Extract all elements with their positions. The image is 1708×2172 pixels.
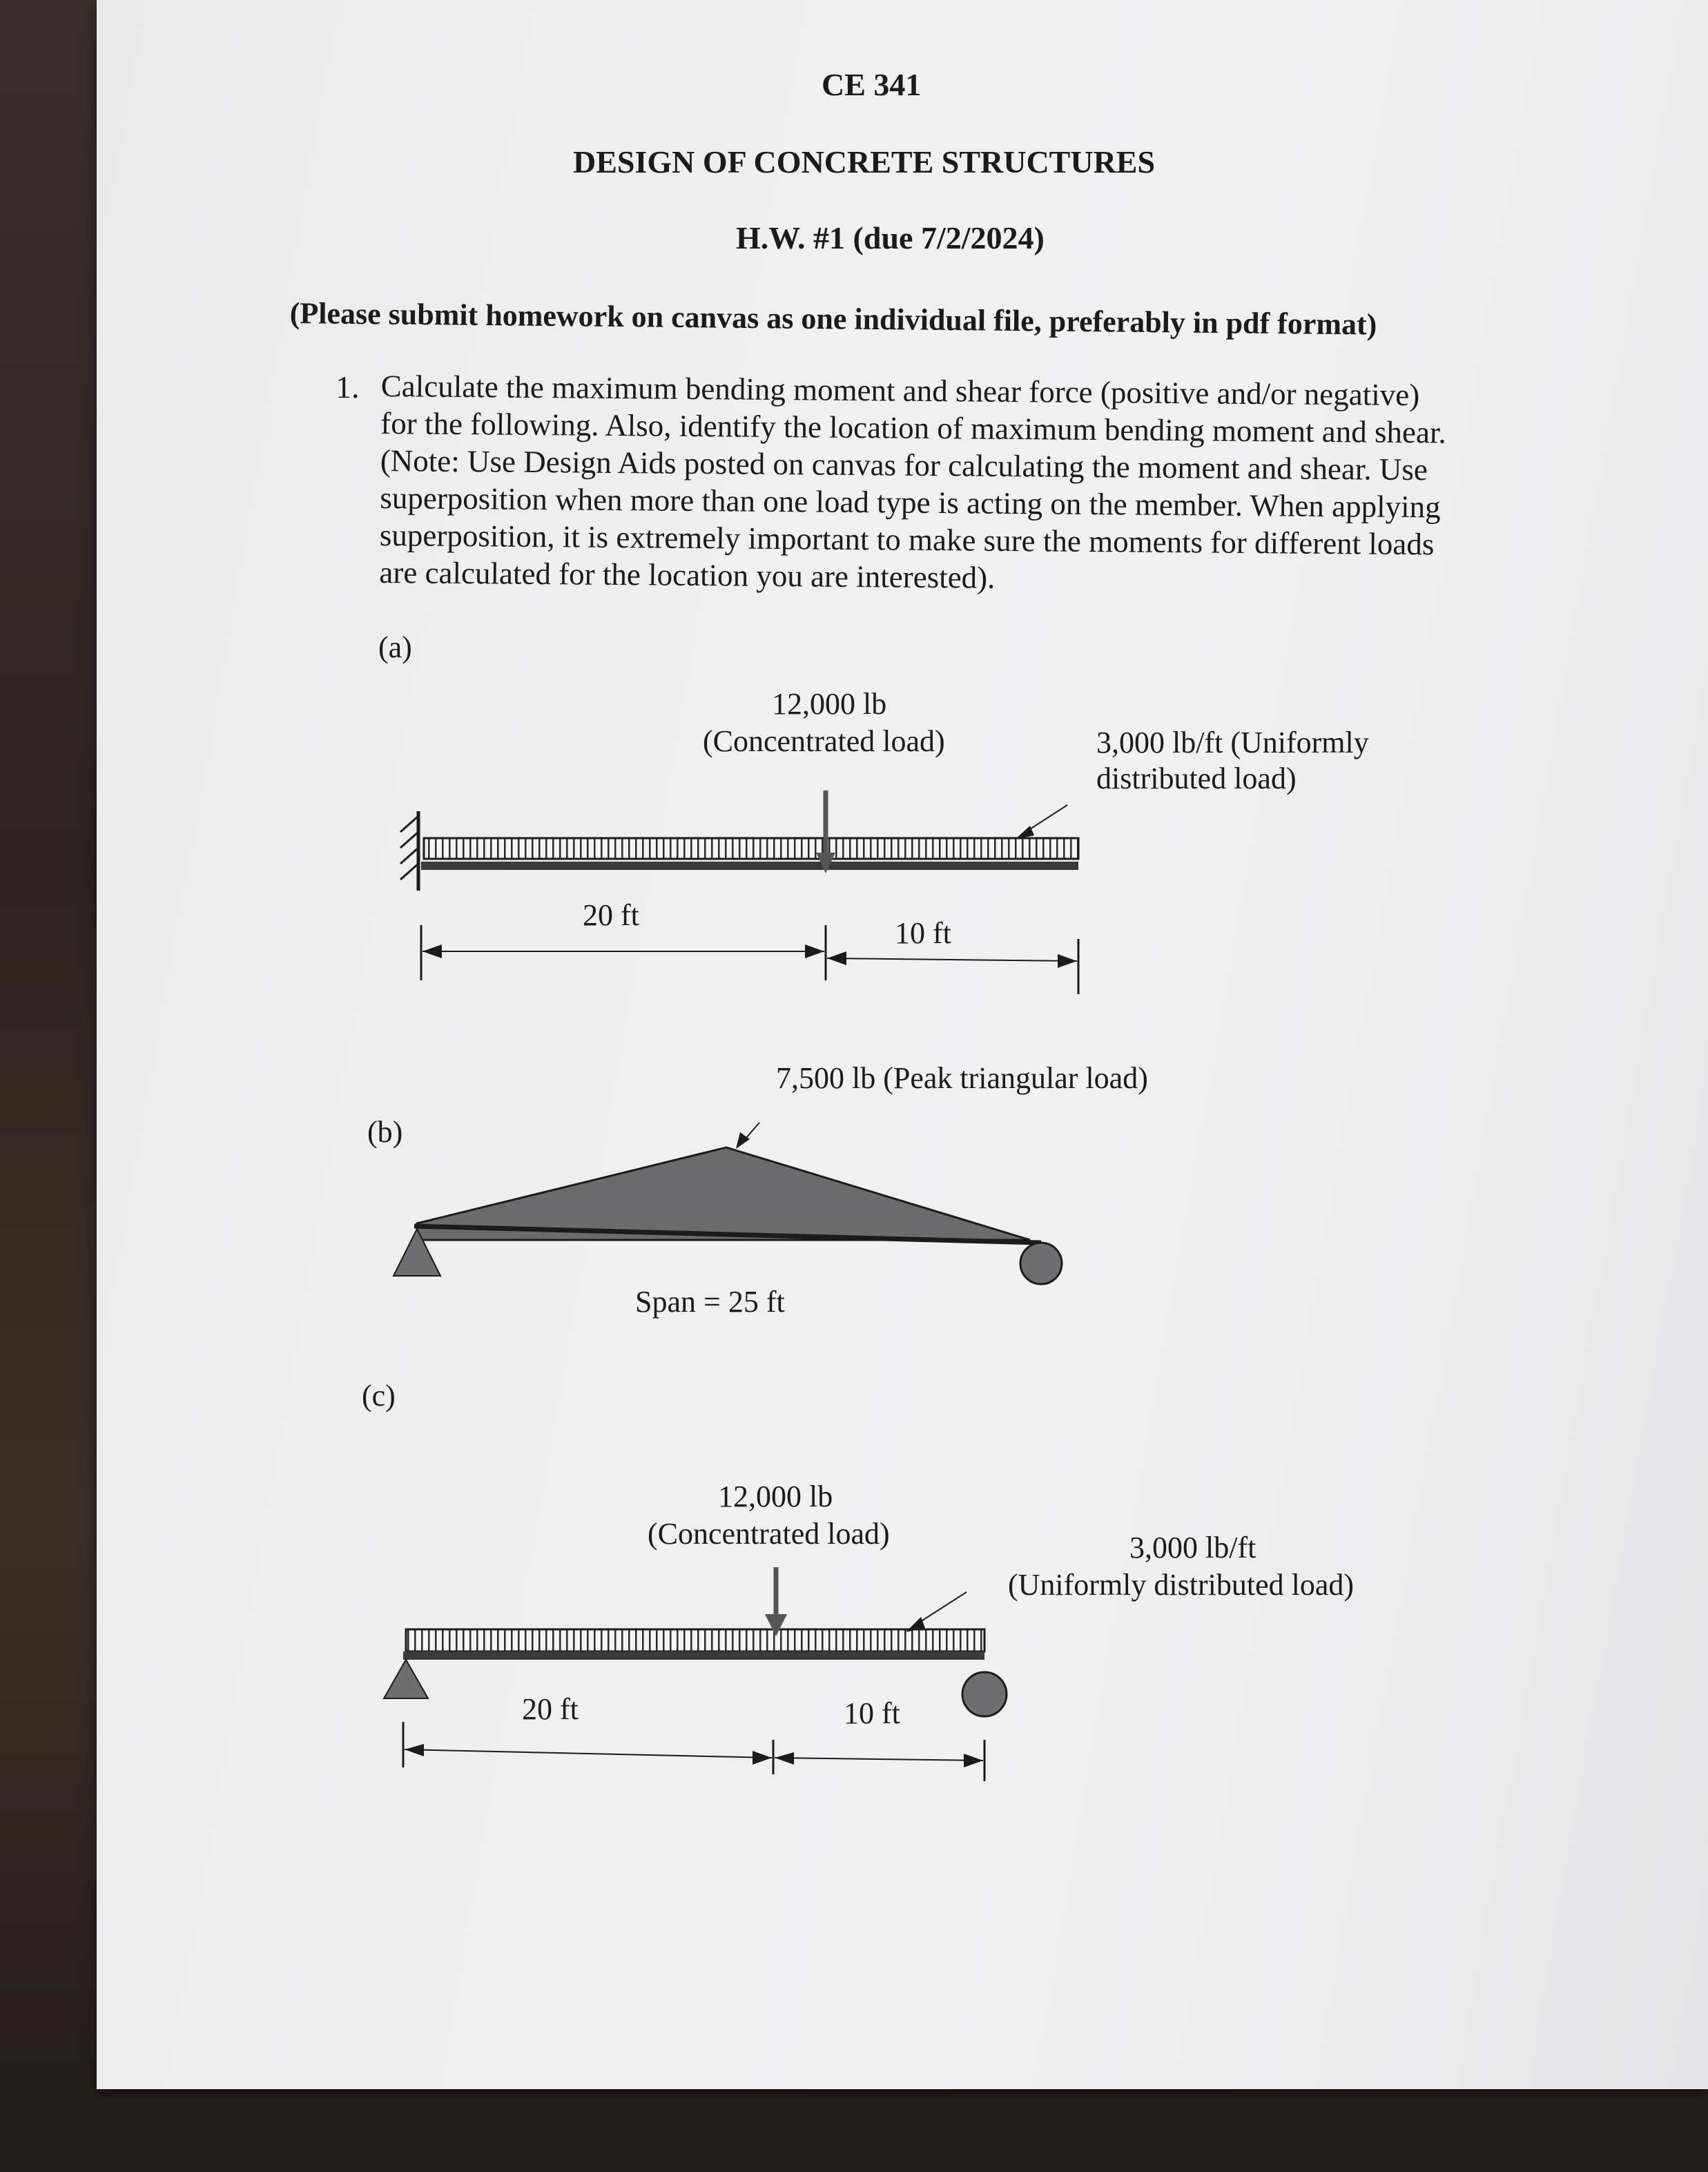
part-a-distributed-load — [424, 838, 1078, 859]
problem-number: 1. — [336, 369, 360, 405]
part-a-point-load-desc: (Concentrated load) — [703, 724, 945, 758]
part-b-span: Span = 25 ft — [635, 1285, 785, 1319]
part-c-point-load-value: 12,000 lb — [718, 1480, 833, 1513]
part-a-label: (a) — [378, 630, 412, 664]
course-title: DESIGN OF CONCRETE STRUCTURES — [573, 144, 1156, 180]
part-c-point-load-desc: (Concentrated load) — [648, 1517, 890, 1551]
part-a-beam — [421, 862, 1078, 870]
part-c-roller-support — [962, 1672, 1007, 1716]
part-c-label: (c) — [362, 1379, 396, 1413]
assignment-title: H.W. #1 (due 7/2/2024) — [736, 220, 1045, 255]
part-b-roller-support — [1020, 1243, 1062, 1284]
part-a-dim-right: 10 ft — [895, 916, 951, 950]
part-c-diagram — [384, 1567, 1007, 1781]
part-c-distributed-load — [406, 1629, 984, 1651]
part-a-dimension-lines — [421, 925, 1078, 994]
part-b-triangular-load — [417, 1147, 1030, 1240]
part-b-label: (b) — [367, 1115, 403, 1149]
course-code: CE 341 — [822, 67, 922, 102]
submission-instruction: (Please submit homework on canvas as one individual file, preferably in pdf format) — [289, 296, 1377, 342]
part-a-dim-left: 20 ft — [583, 898, 639, 932]
part-a-wall-hatching — [400, 816, 418, 880]
part-a-diagram — [400, 791, 1078, 994]
part-c-dim-left: 20 ft — [522, 1692, 579, 1726]
part-c-udl-line1: 3,000 lb/ft — [1129, 1531, 1256, 1564]
part-b-peak-load: 7,500 lb (Peak triangular load) — [776, 1061, 1148, 1095]
part-c-dim-right: 10 ft — [844, 1696, 900, 1730]
part-a-udl-line1: 3,000 lb/ft (Uniformly — [1096, 726, 1369, 759]
part-a-point-load-value: 12,000 lb — [772, 687, 887, 721]
problem-statement: Calculate the maximum bending moment and shear force (positive and/or negative) for the following. Also, identify the location of maximum bending moment and shear. (Note: Use Design Aids posted on canvas for calculating the moment and shear. Use superposition when more than one load type is acting on the member. When applying superposition, it is extremely important to make sure the moments for different loads are calculated for the location you are interested). — [379, 368, 1446, 595]
part-c-pin-support — [384, 1660, 428, 1698]
part-c-dimension-lines — [403, 1722, 984, 1781]
part-c-beam — [403, 1651, 984, 1660]
part-a-udl-line2: distributed load) — [1096, 762, 1297, 795]
part-b-diagram — [394, 1123, 1062, 1284]
part-c-udl-line2: (Uniformly distributed load) — [1008, 1568, 1355, 1602]
